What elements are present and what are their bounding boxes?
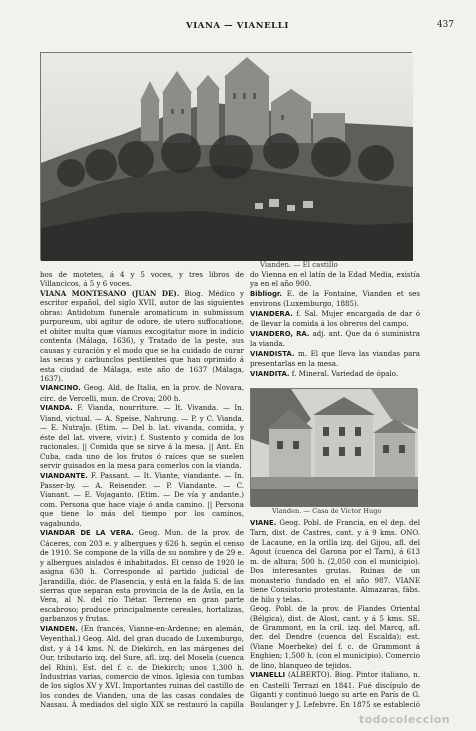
entry-paragraph: VIANDITA. f. Mineral. Variedad de ópalo. [250,368,399,378]
entry-headword: VIANDERO, RA. [250,329,310,338]
entry-paragraph: VIANDAR DE LA VERA. Geog. Mun. de la prov. de Cáceres, con 203 e. y albergues y 626 h. según el censo de 1910. Se compone de la villa de su nombre y de 29 e. y albergues aislados é inhabitados. El censo de 1920 le asigna 630 h. Corresponde al partido judicial de Jarandilla, dióc. de Plasencia, y está en la falda S. de las sierras que separan esta provincia de la de Ávila, en la Vera, al N. del río Tiétar. Terreno en gran parte escabroso; produce principalmente cereales, hortalizas, garbanzos y frutas. [40,528,244,624]
left-text-column [40,270,244,710]
watermark-text: todocoleccion [359,713,450,726]
entry-headword: VIANA MONTESANO (JUAN DE). [40,288,180,298]
castle-photo [40,52,412,260]
entry-paragraph: VIANELLI (ALBERTO). Biog. Pintor italiano, n. en Castelli Terrazi en 1841. Fué discípulo de Giganti y continuó luego su arte en París de G. Boulanger y J. Lefebvre. En 1875 se estableció [250,670,420,709]
castle-photo-caption: Vianden. — El castillo [260,261,338,269]
entry-headword: VIANE. [250,519,277,527]
entry-paragraph: VIANDERA. f. Sal. Mujer encargada de dar ó de llevar la comida á los obreros del campo. [250,308,420,329]
entry-paragraph: VIANA MONTESANO (JUAN DE). Biog. Médico y escritor español, del siglo XVII, autor de las siguientes obras: Antidotum funerale aromaticum in submissum purpureum, ubi agitur de odore, de utero suffocatione, et obiter multa quæ viamus excogitatur more in indicio contenta (Málaga, 1636), y Tratado de la peste, sus causas y curación y el modo que se ha cuidado de curar las secas y carbunclos pestilentes que han oprimido á esta ciudad de Málaga, este año de 1637 (Málaga, 1637). [40,288,244,383]
entry-headword: VIANDITA. [250,369,290,378]
running-head: VIANA — VIANELLI [186,21,289,31]
entry-paragraph: VIANCINO. Geog. Ald. de Italia, en la prov. de Novara, circ. de Vercelli, mun. de Crova; 200 h. [40,383,244,403]
entry-paragraph: VIANDEN. (En francés, Vianne-en-Ardenne; en alemán, Veyenthal.) Geog. Ald. del gran ducado de Luxemburgo, dist. y á 14 kms. N. de Diekirch, en las márgenes del Our, tributario izq. del Sure, afl. izq. del Mosela (cuenca del Rhin). Est. del f. c. de Diekirch; unos 1,300 h. Industrias varias, comercio de vinos. Iglesia con tumbas de los siglos XV y XVI. Importantes ruinas del castillo de los condes de Vianden, una de las casas condales de Nassau. Á mediados del siglo XIX se restauró la capilla [40,623,244,710]
entry-headword: VIANDANTE. [40,471,88,480]
entry-paragraph: bos de motetes, á 4 y 5 voces, y tres libros de Villancicos, á 5 y 6 voces. [40,270,244,289]
entry-headword: Bibliogr. [250,289,282,298]
entry-paragraph: do Vienna en el latín de la Edad Media, existía ya en el año 900. [250,270,420,289]
entry-headword: VIANDEN. [40,624,78,633]
entry-headword: VIANCINO. [40,384,81,393]
victor-hugo-house-photo [250,388,417,506]
entry-headword: VIANDERA. [250,309,293,318]
entry-paragraph: VIANE. Geog. Pobl. de Francia, en el dep. del Tarn, dist. de Castres, cant. y á 9 kms. ONO. de Lacaune, en la orilla izq. del Gijou, afl. del Agout (cuenca del Garona por el Tarn), á 613 m. de altura; 500 h. (2,050 con el municipio). Dos interesantes grutas. Ruinas de un monasterio fundado en el año 987. VIANE tiene Consistorio protestante. Almazaras, fábs. de hilo y telas. [250,518,420,604]
entry-headword: VIANDA. [40,404,73,413]
entry-headword: VIANDAR DE LA VERA. [40,529,134,538]
entry-paragraph: VIANDANTE. F. Passant. — It. Viante, viandante. — In. Passer-by. — A. Reisender. — P. Viandante. — C. Vianant. — E. Vojaganto. (Etim. — De vía y andante.) com. Persona que hace viaje ó anda camino. || Persona que tiene lo más del tiempo por los caminos, vagabundo. [40,470,244,528]
victor-hugo-house-caption: Vianden. — Casa de Víctor Hugo [272,507,382,515]
entry-paragraph: Bibliogr. E. de la Fontaine, Vianden et ses environs (Luxemburgo, 1885). [250,288,421,309]
entry-paragraph: VIANDERO, RA. adj. ant. Que da ó suministra la vianda. [250,328,420,349]
entry-paragraph: VIANDISTA. m. El que lleva las viandas para presentarlas en la mesa. [250,348,420,369]
entry-headword: VIANELLI [250,671,286,680]
entry-headword: VIANDISTA. [250,349,295,358]
entry-paragraph: Geog. Pobl. de la prov. de Flandes Oriental (Bélgica), dist. de Alost, cant. y á 5 kms. SE. de Grammont, en la cril. izq. del Marcq, afl. der. del Dendre (cuenca del Escalda); est. (Viane Moerbeke) del f. c. de Grammont á Enghien; 1,500 h. (con el municipio). Comercio de lino, blanqueo de tejidos. [250,604,420,670]
right-text-column-bottom [250,518,420,718]
entry-paragraph: VIANDA. F. Vianda, nourriture. — It. Vivanda. — In. Viand, victual. — A. Speise, Nahrung. — P. y C. Vianda. — E. Nutraĵo. (Etim. — Del b. lat. vivanda, comida, y éste del lat. vivere, vivir.) f. Sustento y comida de los racionales. || Comida que se sirve á la mesa. || Ant. En Cuba, cada uno de los frutos ó raíces que se suelen servir guisados en la mesa para comerlos con la vianda. [40,403,244,471]
right-text-column-top [250,270,420,390]
watermark-band [0,710,476,731]
page-number: 437 [436,20,454,30]
page-header [0,21,476,35]
